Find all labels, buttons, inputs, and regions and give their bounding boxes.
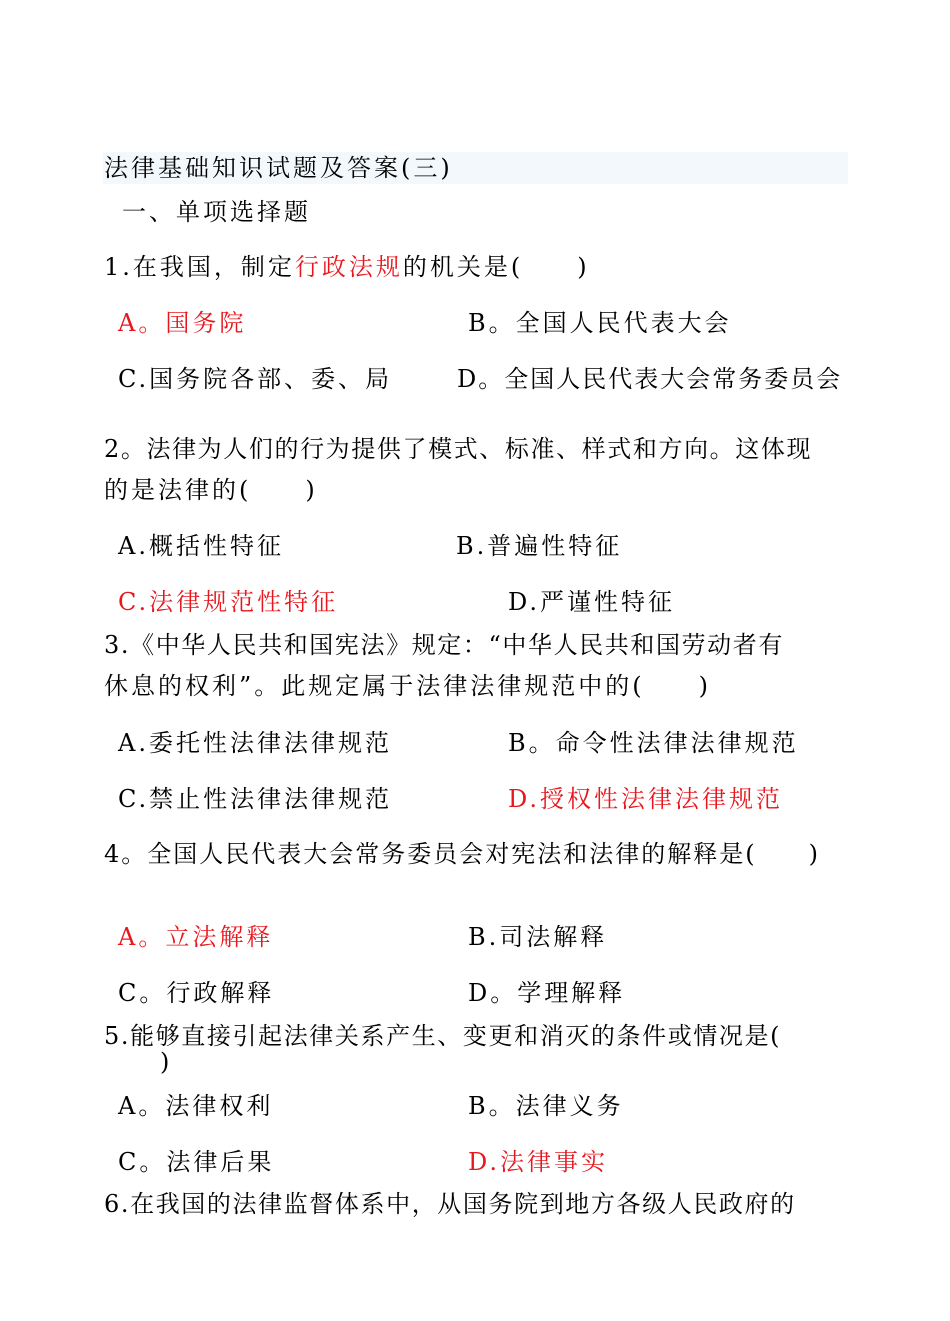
question-2-stem-line-1: 2。法律为人们的行为提供了模式、标准、样式和方向。这体现: [104, 435, 813, 463]
question-2-stem-line-2: 的是法律的( ): [104, 476, 318, 504]
question-2-option-d: D.严谨性特征: [508, 588, 676, 616]
question-2-option-b: B.普遍性特征: [456, 532, 623, 560]
question-4-option-c: C。行政解释: [118, 979, 275, 1007]
question-2-option-a: A.概括性特征: [118, 532, 284, 560]
question-1-option-a: A。国务院: [118, 309, 247, 337]
question-1-stem-pre: 1.在我国，制定: [104, 253, 295, 281]
question-1-option-d: D。全国人民代表大会常务委员会: [457, 365, 843, 393]
question-1-stem: [104, 251, 590, 283]
question-1-stem-post: 的机关是( ): [402, 253, 590, 281]
question-3-option-c: C.禁止性法律法律规范: [118, 785, 393, 813]
question-5-option-b: B。法律义务: [468, 1092, 624, 1120]
question-4-option-b: B.司法解释: [468, 923, 608, 951]
question-1-stem-highlight: 行政法规: [294, 253, 403, 281]
question-4-stem: 4。全国人民代表大会常务委员会对宪法和法律的解释是( ): [104, 840, 820, 868]
question-5-option-a: A。法律权利: [118, 1092, 274, 1120]
question-1-option-b: B。全国人民代表大会: [468, 309, 732, 337]
question-3-option-b: B。命令性法律法律规范: [508, 729, 799, 757]
question-5-option-c: C。法律后果: [118, 1148, 275, 1176]
question-1-option-c: C.国务院各部、委、局: [118, 365, 393, 393]
page-title: 法律基础知识试题及答案(三): [104, 154, 453, 182]
question-5-stem-line-2: ): [160, 1048, 173, 1076]
question-5-stem-line-1: 5.能够直接引起法律关系产生、变更和消灭的条件或情况是(: [104, 1022, 782, 1050]
question-3-option-a: A.委托性法律法律规范: [118, 729, 392, 757]
question-4-option-d: D。学理解释: [468, 979, 626, 1007]
question-6-stem-line-1: 6.在我国的法律监督体系中，从国务院到地方各级人民政府的: [104, 1190, 796, 1218]
question-4-option-a: A。立法解释: [118, 923, 274, 951]
section-heading: 一、单项选择题: [122, 198, 311, 226]
question-5-option-d: D.法律事实: [468, 1148, 609, 1176]
question-3-stem-line-1: 3.《中华人民共和国宪法》规定：“中华人民共和国劳动者有: [104, 631, 784, 659]
question-2-option-c: C.法律规范性特征: [118, 588, 339, 616]
question-3-option-d: D.授权性法律法律规范: [508, 785, 784, 813]
question-3-stem-line-2: 休息的权利”。此规定属于法律法律规范中的( ): [104, 672, 711, 700]
